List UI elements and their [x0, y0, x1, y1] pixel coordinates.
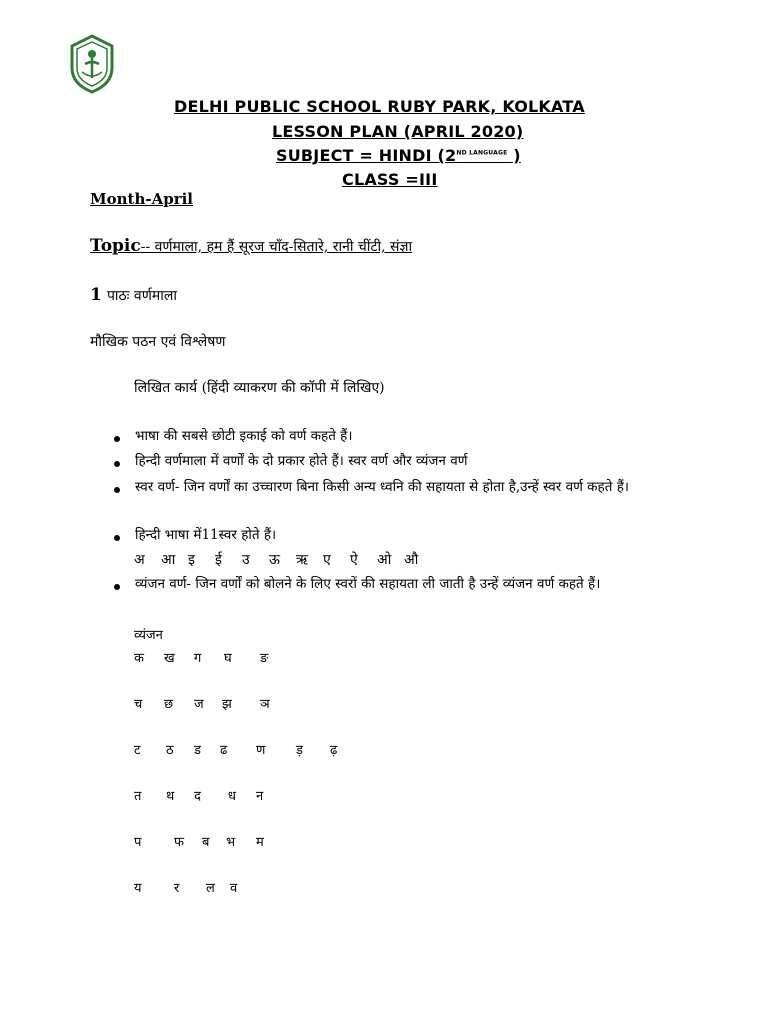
consonant-letter: ठ — [166, 743, 174, 758]
consonant-letter: ट — [134, 743, 141, 758]
bullet-dot — [114, 487, 120, 493]
subject-prefix: SUBJECT = HINDI (2 — [276, 146, 457, 165]
consonant-letter: ढ़ — [330, 743, 338, 758]
consonant-letter: प — [134, 835, 142, 850]
consonant-letter: व — [230, 881, 238, 896]
bullet-dot — [114, 436, 120, 442]
vowel-letter: ए — [323, 552, 331, 568]
class-line: CLASS =III — [342, 170, 438, 189]
vowel-letter: ई — [215, 552, 222, 568]
bullet-item-5: व्यंजन वर्ण- जिन वर्णों को बोलने के लिए स्वरों की सहायता ली जाती है उन्हें व्यंजन वर्ण कहते हैं। — [135, 576, 601, 592]
vowel-letter: औ — [404, 552, 419, 568]
vowel-letter: ऊ — [269, 552, 280, 568]
consonant-letter: थ — [166, 789, 175, 804]
consonant-letter: च — [134, 697, 143, 712]
consonants-heading: व्यंजन — [134, 628, 163, 643]
consonant-letter: त — [134, 789, 142, 804]
consonant-letter: ञ — [260, 697, 270, 712]
school-name: DELHI PUBLIC SCHOOL RUBY PARK, KOLKATA — [174, 97, 585, 116]
vowel-letter: ऋ — [296, 552, 308, 568]
bullet-item-3: स्वर वर्ण- जिन वर्णों का उच्चारण बिना किसी अन्य ध्वनि की सहायता से होता है,उन्हें स्वर वर्ण कहते हैं। — [135, 479, 629, 495]
consonant-letter: र — [174, 881, 180, 896]
lesson-plan-title: LESSON PLAN (APRIL 2020) — [272, 122, 524, 141]
consonant-letter: न — [256, 789, 264, 804]
consonant-letter: ल — [206, 881, 215, 896]
consonant-row — [134, 786, 286, 804]
bullet-dot — [114, 461, 120, 467]
vowel-letter: ओ — [377, 552, 392, 568]
consonant-letter: छ — [164, 697, 174, 712]
consonant-letter: झ — [222, 697, 232, 712]
consonant-letter: ण — [256, 743, 266, 758]
lesson-title: पाठः वर्णमाला — [106, 288, 177, 304]
consonant-row — [134, 878, 260, 896]
consonant-letter: ड़ — [296, 743, 303, 758]
consonant-row — [134, 648, 290, 666]
month-label: Month-April — [90, 190, 194, 208]
consonant-letter: भ — [226, 835, 236, 850]
consonant-row — [134, 740, 360, 758]
topic-line — [90, 236, 412, 256]
lesson-heading — [90, 285, 177, 305]
bullet-item-1: भाषा की सबसे छोटी इकाई को वर्ण कहते हैं। — [135, 428, 353, 444]
consonant-letter: द — [194, 789, 201, 804]
consonant-letter: ड — [194, 743, 201, 758]
bullet-item-4: हिन्दी भाषा में11स्वर होते हैं। — [135, 527, 277, 543]
consonant-letter: ध — [228, 789, 236, 804]
subject-line — [276, 146, 521, 165]
vowels-row — [134, 550, 431, 569]
lesson-number: 1 — [90, 285, 102, 305]
subject-superscript: ND LANGUAGE — [456, 149, 508, 157]
consonant-letter: ज — [194, 697, 204, 712]
bullet-dot — [114, 584, 120, 590]
consonant-letter: म — [256, 835, 264, 850]
written-work-heading: लिखित कार्य (हिंदी व्याकरण की कॉपी में लिखिए) — [134, 380, 385, 396]
consonant-letter: ब — [202, 835, 210, 850]
bullet-dot — [114, 535, 120, 541]
consonant-letter: ख — [164, 651, 175, 666]
consonant-row — [134, 694, 290, 712]
consonant-letter: ग — [194, 651, 202, 666]
vowel-letter: ऐ — [350, 552, 358, 568]
topic-text: -- वर्णमाला, हम हैं सूरज चाँद-सितारे, रानी चींटी, संज्ञा — [140, 239, 413, 255]
topic-label: Topic — [90, 236, 141, 256]
consonant-letter: फ — [174, 835, 185, 850]
consonant-letter: घ — [224, 651, 232, 666]
subject-suffix: ) — [507, 146, 521, 165]
consonant-letter: क — [134, 651, 144, 666]
school-logo — [68, 34, 116, 94]
vowel-letter: उ — [242, 552, 250, 568]
vowel-letter: इ — [188, 552, 195, 568]
consonant-row — [134, 832, 286, 850]
consonant-letter: ढ — [220, 743, 228, 758]
bullet-item-2: हिन्दी वर्णमाला में वर्णों के दो प्रकार होते हैं। स्वर वर्ण और व्यंजन वर्ण — [135, 453, 468, 469]
consonant-letter: य — [134, 881, 142, 896]
vowel-letter: आ — [161, 552, 176, 568]
vowel-letter: अ — [134, 552, 145, 568]
consonant-letter: ङ — [260, 651, 269, 666]
oral-reading-heading: मौखिक पठन एवं विश्लेषण — [90, 334, 226, 350]
